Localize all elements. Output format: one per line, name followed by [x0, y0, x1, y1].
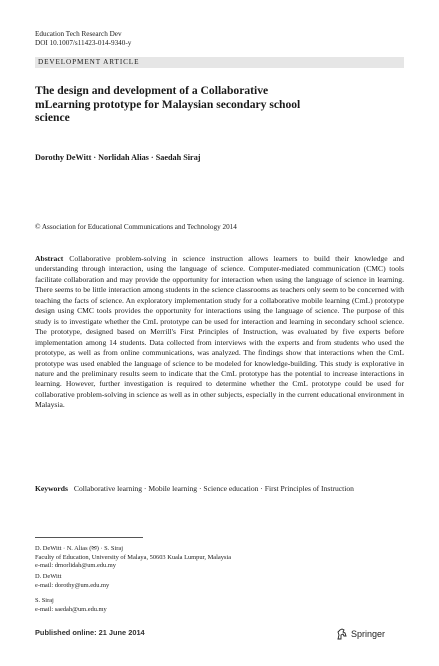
footnote-names: D. DeWitt [35, 573, 62, 580]
abstract [35, 254, 404, 411]
footnote-email[interactable]: e-mail: dorothy@um.edu.my [35, 581, 110, 589]
footnote-siraj [35, 597, 107, 614]
footnote-email[interactable]: e-mail: drnorlidah@um.edu.my [35, 562, 116, 569]
journal-name: Education Tech Research Dev [35, 30, 122, 38]
footnote-names: D. DeWitt · N. Alias (✉) · S. Siraj [35, 545, 123, 552]
footnote-affiliation: Faculty of Education, University of Malaya, 50603 Kuala Lumpur, Malaysia [35, 553, 232, 561]
publisher-logo [336, 628, 385, 640]
author-list: Dorothy DeWitt · Norlidah Alias · Saedah Siraj [35, 153, 201, 162]
publisher-name: Springer [351, 628, 386, 639]
doi[interactable]: DOI 10.1007/s11423-014-9340-y [35, 39, 132, 47]
footnote-divider [35, 537, 143, 538]
title-line: The design and development of a Collaborative [35, 84, 269, 97]
published-date: Published online: 21 June 2014 [35, 628, 145, 637]
footnote-names: S. Siraj [35, 597, 54, 604]
article-type-banner: DEVELOPMENT ARTICLE [35, 57, 404, 68]
keywords-text: Collaborative learning · Mobile learning · Science education · First Principles of Instruction [73, 484, 354, 493]
title-line: science [35, 111, 70, 124]
footnote-email[interactable]: e-mail: saedah@um.edu.my [35, 605, 107, 613]
article-title [35, 84, 355, 125]
title-line: mLearning prototype for Malaysian secondary school [35, 97, 301, 111]
springer-horse-icon [336, 628, 348, 640]
footnote-authors-affiliation [35, 545, 231, 571]
copyright-notice: © Association for Educational Communications and Technology 2014 [35, 223, 237, 231]
abstract-text: Collaborative problem-solving in science instruction allows learners to build their knowledge and understanding through interaction, using the language of science. Computer-mediated communication (CMC) tools facilitate collaboration and may provide the opportunity for interaction when using the language of science in learning. There seems to be little interaction among students in the science classrooms as teachers only seem to be concerned with teaching the facts of science. An exploratory implementation study for a collaborative mobile learning (CmL) prototype design using CMC tools provides the opportunity for interactions using the language of science. The purpose of this study is to investigate whether the CmL prototype can be used for interaction and learning in secondary school science. The prototype, designed based on Merrill's First Principles of Instruction, was evaluated by five experts before implementation among 14 students. Data collected from interviews with the experts and from students who used the prototype, as well as from online communications, was analyzed. The findings show that interactions when the CmL prototype was used enabled the language of science to be modeled for knowledge-building. This study is explorative in nature and the preliminary results seem to indicate that the CmL prototype has the potential to increase interactions in learning. However, further investigation is required to determine whether the CmL prototype could be used for collaborative problem-solving in science as well as in other subjects, especially in the current educational environment in Malaysia. [35, 254, 404, 410]
keywords-label: Keywords [35, 484, 68, 493]
footnote-dewitt [35, 573, 109, 590]
abstract-label: Abstract [35, 254, 64, 263]
keywords [35, 484, 404, 494]
